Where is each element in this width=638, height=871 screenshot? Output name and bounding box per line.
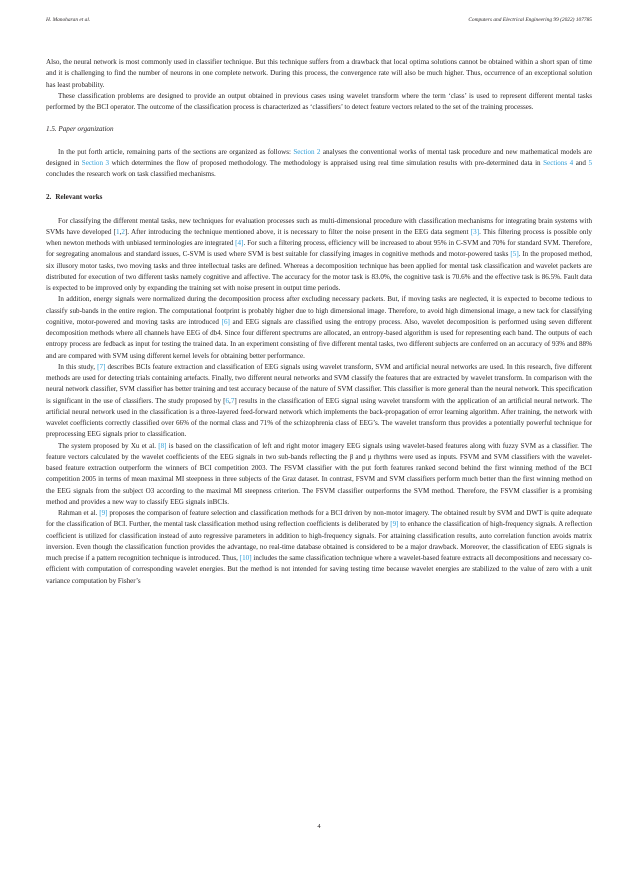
citation-9-link[interactable]: [9] xyxy=(390,520,399,529)
relevant-works-paragraph-2 xyxy=(46,294,592,362)
intro-paragraph-2: These classification problems are designed to provide an output obtained in previous cases using wavelet transform where the term ‘class’ is used to represent different mental tasks performed by the BCI operator. The outcome of the classification process is characterized as ‘classifiers’ to detect feature vectors related to the set of the training processes. xyxy=(46,91,592,111)
header-journal: Computers and Electrical Engineering 99 (2022) 107785 xyxy=(468,17,592,23)
citation-7-link[interactable]: 7 xyxy=(230,396,235,405)
citation-7-link[interactable]: [7] xyxy=(97,362,106,371)
citation-5-link[interactable]: [5] xyxy=(510,250,519,259)
text-span: is based on the classification of left and right motor imagery EEG signals using wavelet-based features along with fuzzy SVM as a classifier. The feature vectors calculated by the wavelet coefficients of the EEG signals in two sub-bands reflecting the β and μ rhythms were used as inputs. FSVM and SVM classifiers with the wavelet-based feature extraction outperform the winners of BCI competition 2003. The FSVM classifier with the put forth features ranked second behind the first winning method of the BCI competition 2005 in terms of mean maximal MI steepness in three subjects of the Graz dataset. In contrast, FSVM and SVM classifiers perform much better than the first winning method on the EEG signals from the subject O3 according to the maximal MI steepness criterion. The FSVM classifier outperforms the SVM method. Therefore, the FSVM classifier is a promising method and provides a new way to classify EEG signals inBCIs. xyxy=(46,441,592,506)
section-5-link[interactable]: 5 xyxy=(588,158,593,167)
text-span: . This filtering process is possible only when newton methods with unbiased terminologies are integrated xyxy=(46,227,592,247)
text-span: analyses the conventional works of mental task procedure and new mathematical models are designed in xyxy=(46,147,592,167)
paper-organization-paragraph xyxy=(46,147,592,181)
citation-2-link[interactable]: 2 xyxy=(121,227,125,236)
section-4-link[interactable]: Sections 4 xyxy=(543,158,574,167)
text-span: includes the same classification technique where a wavelet-based feature extracts all decompositions and necessary co-efficient with computation of corresponding wavelet energies. But the method is not intended for saving testing time because wavelet energies are stabilized to the value of zero with a unit variance computation by Fisher’s xyxy=(46,554,592,585)
citation-4-link[interactable]: [4] xyxy=(235,239,244,247)
text-span: , xyxy=(119,227,122,236)
text-span: ] results in the classification of EEG signal using wavelet transform with the application of an artificial neural network. The artificial neural network used in the classification is a three-layered feed-forward network which implements the back-propagation of error learning algorithm. After training, the network with wavelet coefficients correctly classified over 66% of the normal class and 71% of the schizophrenia class of EEG’s. The wavelet transform thus provides a potentially powerful technique for preprocessing EEG signals prior to classification. xyxy=(46,396,592,439)
section-3-link[interactable]: Section 3 xyxy=(81,158,110,167)
citation-10-link[interactable]: [10] xyxy=(239,554,252,562)
relevant-works-paragraph-1 xyxy=(46,216,592,295)
intro-paragraph-1: Also, the neural network is most commonly used in classifier technique. But this technique suffers from a drawback that local optima solutions cannot be obtained within a short span of time and it is challenging to find the number of neurons in one complete network. During this process, the convergence rate will also be much higher. Thus, occurrence of an exceptional solution has least probability. xyxy=(46,58,592,89)
text-span: In this study, xyxy=(58,362,98,371)
header-author: H. Manoharan et al. xyxy=(46,17,91,23)
running-header xyxy=(46,17,592,29)
text-span: In the put forth article, remaining parts of the sections are organized as follows: xyxy=(58,147,294,156)
text-span: For classifying the different mental tasks, new techniques for evaluation processes such as multi-dimensional procedure with classification mechanisms for integrating brain systems with SVMs have developed [ xyxy=(46,216,592,236)
text-span: and xyxy=(573,158,589,167)
relevant-works-paragraph-3 xyxy=(46,362,592,441)
section-2-link[interactable]: Section 2 xyxy=(293,147,321,156)
text-span: to enhance the classification of high-frequency signals. A reflection coefficient is utilized for classification instead of auto regressive parameters in addition to high-frequency signals. For attaining classification results, auto correlation function avoids matrix inversion. Even though the classification function provides the advantage, no real-time database obtained is considered to be a major drawback. Moreover, the classification of EEG signals is much precise if a pattern recognition technique is introduced. Thus, xyxy=(46,520,592,562)
text-span: concludes the research work on task classified mechanisms. xyxy=(46,170,216,178)
page-number: 4 xyxy=(317,823,321,830)
citation-3-link[interactable]: [3] xyxy=(470,227,480,236)
text-span: In addition, energy signals were normalized during the decomposition process after excluding necessary packets. But, if moving tasks are neglected, it is expected to become tedious to classify sub-bands in the entire region. The computational footprint is probably higher due to high dimensional image. Therefore, to avoid high dimensional image, a new tack for classifying cognitive, motor-powered and moving tasks are introduced xyxy=(46,295,592,326)
citation-1-link[interactable]: 1 xyxy=(116,227,120,236)
citation-6-link[interactable]: [6] xyxy=(221,317,230,326)
article-body xyxy=(46,57,592,587)
text-span: ]. After introducing the technique mentioned above, it is necessary to filter the noise present in the EEG data segment xyxy=(124,227,471,236)
citation-6-link[interactable]: 6 xyxy=(225,396,230,405)
citation-8-link[interactable]: [8] xyxy=(158,441,167,450)
citation-9-link[interactable]: [9] xyxy=(99,509,108,517)
relevant-works-paragraph-4 xyxy=(46,441,592,509)
text-span: describes BCIs feature extraction and classification of EEG signals using wavelet transform, SVM and artificial neural networks are used. In this research, five different methods are used for detecting trials containing artefacts. Finally, two different neural networks and SVM classify the features that are extracted by wavelet transform. In comparison with the neural network classifier, SVM classifier has better training and test accuracy because of the nature of SVM classifier. This classifier is more general than the neural network. This specification is significant in the use of classifiers. The study proposed by [ xyxy=(46,362,592,405)
section-title-text: Relevant works xyxy=(55,193,103,202)
text-span: The system proposed by Xu et al. xyxy=(58,441,159,450)
section-number: 2. xyxy=(46,193,52,202)
text-span: Rahman et al. xyxy=(58,509,100,517)
text-span: . In the proposed method, six illusory motor tasks, two moving tasks and three intellectual tasks are defined. Whereas a decomposition technique has been applied for mental task classification and wavelet packets are distributed for execution of two different tasks namely cognitive and affective. The accuracy for the motor task is 83.0%, the cognitive task is 70.6% and the effective task is 86.5%. Fault data is expected to be improved only by expanding the training set with noise present in output time periods. xyxy=(46,250,593,292)
text-span: . For such a filtering process, efficiency will be increased to about 95% in C-SVM and 70% for standard SVM. Therefore, for segregating anomalous and standard issues, C-SVM is used where SVM is best suitable for classifying images in cognitive methods and motor-powered tasks xyxy=(46,239,592,259)
text-span: , xyxy=(229,396,231,405)
section-title-relevant-works xyxy=(46,192,592,203)
text-span: which determines the flow of proposed methodology. The methodology is appraised using real time simulation results with pre-determined data in xyxy=(109,158,544,167)
subsection-title-paper-organization: 1.5. Paper organization xyxy=(46,125,114,134)
text-span: and EEG signals are classified using the entropy process. Also, wavelet decomposition is performed using seven different decomposition methods where all channels have EEG of db4. Since four different spectrums are allocated, an entropy-based algorithm is used for representing each band. The outputs of each entropy process are fedback as input for testing the trained data. In an experiment consisting of five different mental tasks, two different subjects are conferred on an accuracy of 93% and 88% and are compared with SVM using different kernel levels for obtaining better performance. xyxy=(46,317,592,360)
relevant-works-paragraph-5 xyxy=(46,508,592,587)
text-span: proposes the comparison of feature selection and classification methods for a BCI driven by non-motor imagery. The obtained result by SVM and DWT is quite adequate for the classification of BCI. Further, the mental task classification method using reflection coefficients is deliberated by xyxy=(46,509,592,529)
